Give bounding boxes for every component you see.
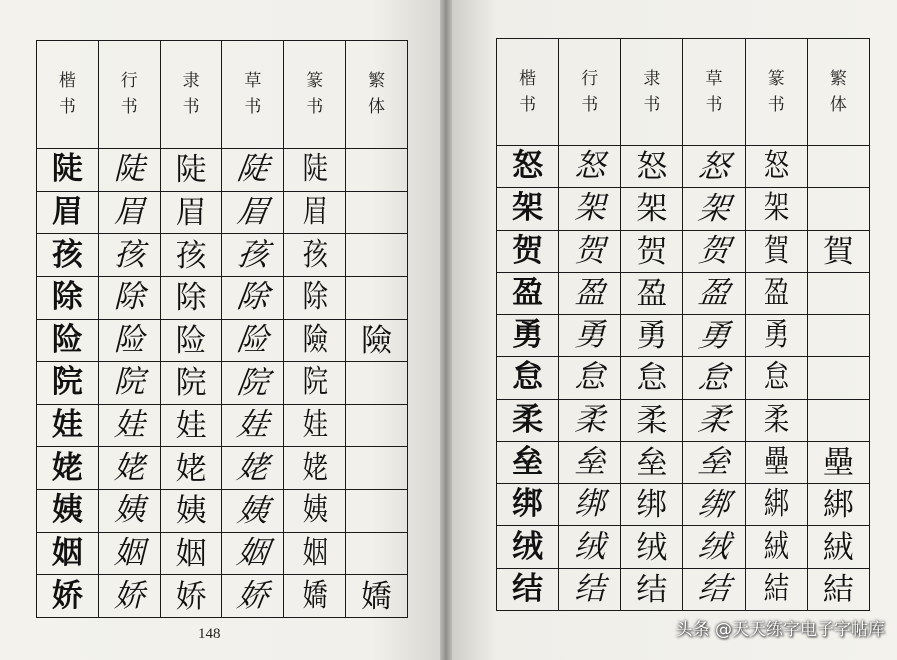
header-zhuanshu: 篆 书 xyxy=(284,41,346,149)
fanti-cell: 結 xyxy=(807,568,869,610)
lishu-cell: 绒 xyxy=(621,526,683,568)
lishu-cell: 院 xyxy=(160,362,222,405)
right-calligraphy-table xyxy=(496,38,870,611)
character-row xyxy=(37,490,408,533)
lishu-cell: 险 xyxy=(160,319,222,362)
lishu-cell: 盈 xyxy=(621,272,683,314)
zhuanshu-cell: 盈 xyxy=(751,272,802,314)
fanti-cell xyxy=(807,188,869,230)
zhuanshu-cell: 姻 xyxy=(289,532,340,575)
xingshu-cell: 架 xyxy=(559,188,621,230)
zhuanshu-cell: 柔 xyxy=(751,399,802,441)
zhuanshu-cell: 嬌 xyxy=(289,575,340,618)
caoshu-cell: 除 xyxy=(219,276,287,319)
zhuanshu-cell: 結 xyxy=(751,568,802,610)
character-row xyxy=(37,191,408,234)
fanti-cell: 壘 xyxy=(807,441,869,483)
xingshu-cell: 怒 xyxy=(559,146,621,188)
header-zhuanshu: 篆 书 xyxy=(745,39,807,146)
character-row xyxy=(497,526,870,568)
character-row xyxy=(37,234,408,277)
fanti-cell: 嬌 xyxy=(346,575,408,618)
caoshu-cell: 垒 xyxy=(680,441,748,483)
kaishu-cell: 架 xyxy=(497,188,559,230)
caoshu-cell: 贺 xyxy=(680,230,748,272)
character-row xyxy=(37,319,408,362)
kaishu-cell: 垒 xyxy=(497,441,559,483)
zhuanshu-cell: 綁 xyxy=(751,484,802,526)
caoshu-cell: 险 xyxy=(219,319,287,362)
lishu-cell: 姻 xyxy=(160,532,222,575)
lishu-cell: 贺 xyxy=(621,230,683,272)
fanti-cell xyxy=(807,357,869,399)
kaishu-cell: 姻 xyxy=(37,532,99,575)
character-row xyxy=(37,447,408,490)
lishu-cell: 怒 xyxy=(621,146,683,188)
character-row xyxy=(497,315,870,357)
header-lishu: 隶 书 xyxy=(621,39,683,146)
caoshu-cell: 姥 xyxy=(219,447,287,490)
zhuanshu-cell: 壘 xyxy=(751,441,802,483)
caoshu-cell: 姻 xyxy=(219,532,287,575)
fanti-cell xyxy=(346,191,408,234)
kaishu-cell: 盈 xyxy=(497,272,559,314)
lishu-cell: 陡 xyxy=(160,148,222,191)
xingshu-cell: 姻 xyxy=(98,532,160,575)
zhuanshu-cell: 除 xyxy=(289,276,340,319)
xingshu-cell: 险 xyxy=(98,319,160,362)
zhuanshu-cell: 陡 xyxy=(289,148,340,191)
kaishu-cell: 娃 xyxy=(37,404,99,447)
kaishu-cell: 眉 xyxy=(37,191,99,234)
fanti-cell xyxy=(346,276,408,319)
lishu-cell: 孩 xyxy=(160,234,222,277)
character-row xyxy=(497,568,870,610)
header-row xyxy=(37,41,408,149)
fanti-cell xyxy=(346,362,408,405)
kaishu-cell: 陡 xyxy=(37,148,99,191)
xingshu-cell: 勇 xyxy=(559,315,621,357)
character-row xyxy=(497,230,870,272)
kaishu-cell: 怠 xyxy=(497,357,559,399)
character-row xyxy=(37,276,408,319)
zhuanshu-cell: 怒 xyxy=(751,146,802,188)
kaishu-cell: 娇 xyxy=(37,575,99,618)
character-row xyxy=(497,357,870,399)
zhuanshu-cell: 賀 xyxy=(751,230,802,272)
zhuanshu-cell: 架 xyxy=(751,188,802,230)
character-row xyxy=(497,272,870,314)
header-fanti: 繁 体 xyxy=(807,39,869,146)
kaishu-cell: 姨 xyxy=(37,490,99,533)
kaishu-cell: 险 xyxy=(37,319,99,362)
caoshu-cell: 陡 xyxy=(219,148,287,191)
kaishu-cell: 结 xyxy=(497,568,559,610)
fanti-cell xyxy=(346,234,408,277)
caoshu-cell: 眉 xyxy=(219,191,287,234)
zhuanshu-cell: 勇 xyxy=(751,315,802,357)
zhuanshu-cell: 絨 xyxy=(751,526,802,568)
page-number: 148 xyxy=(198,626,221,642)
fanti-cell xyxy=(346,148,408,191)
kaishu-cell: 姥 xyxy=(37,447,99,490)
xingshu-cell: 贺 xyxy=(559,230,621,272)
caoshu-cell: 姨 xyxy=(219,490,287,533)
fanti-cell xyxy=(346,490,408,533)
caoshu-cell: 孩 xyxy=(219,234,287,277)
caoshu-cell: 盈 xyxy=(680,272,748,314)
character-row xyxy=(497,441,870,483)
header-caoshu: 草 书 xyxy=(683,39,745,146)
fanti-cell xyxy=(807,146,869,188)
caoshu-cell: 架 xyxy=(680,188,748,230)
fanti-cell xyxy=(807,315,869,357)
kaishu-cell: 院 xyxy=(37,362,99,405)
xingshu-cell: 院 xyxy=(98,362,160,405)
fanti-cell: 綁 xyxy=(807,484,869,526)
xingshu-cell: 盈 xyxy=(559,272,621,314)
xingshu-cell: 除 xyxy=(98,276,160,319)
lishu-cell: 娇 xyxy=(160,575,222,618)
xingshu-cell: 娇 xyxy=(98,575,160,618)
xingshu-cell: 姥 xyxy=(98,447,160,490)
header-xingshu: 行 书 xyxy=(98,41,160,149)
caoshu-cell: 结 xyxy=(680,568,748,610)
fanti-cell xyxy=(807,272,869,314)
zhuanshu-cell: 險 xyxy=(289,319,340,362)
kaishu-cell: 绑 xyxy=(497,484,559,526)
lishu-cell: 娃 xyxy=(160,404,222,447)
zhuanshu-cell: 眉 xyxy=(289,191,340,234)
xingshu-cell: 陡 xyxy=(98,148,160,191)
caoshu-cell: 娃 xyxy=(219,404,287,447)
xingshu-cell: 柔 xyxy=(559,399,621,441)
zhuanshu-cell: 姨 xyxy=(289,490,340,533)
lishu-cell: 姨 xyxy=(160,490,222,533)
character-row xyxy=(37,148,408,191)
character-row xyxy=(37,404,408,447)
kaishu-cell: 除 xyxy=(37,276,99,319)
character-row xyxy=(37,362,408,405)
lishu-cell: 眉 xyxy=(160,191,222,234)
kaishu-cell: 绒 xyxy=(497,526,559,568)
caoshu-cell: 柔 xyxy=(680,399,748,441)
character-row xyxy=(497,399,870,441)
kaishu-cell: 怒 xyxy=(497,146,559,188)
left-calligraphy-table xyxy=(36,40,408,618)
header-kaishu: 楷 书 xyxy=(37,41,99,149)
caoshu-cell: 院 xyxy=(219,362,287,405)
caoshu-cell: 绑 xyxy=(680,484,748,526)
lishu-cell: 勇 xyxy=(621,315,683,357)
right-table-body xyxy=(497,146,870,611)
header-fanti: 繁 体 xyxy=(346,41,408,149)
fanti-cell: 絨 xyxy=(807,526,869,568)
header-kaishu: 楷 书 xyxy=(497,39,559,146)
fanti-cell xyxy=(346,447,408,490)
lishu-cell: 姥 xyxy=(160,447,222,490)
lishu-cell: 绑 xyxy=(621,484,683,526)
kaishu-cell: 贺 xyxy=(497,230,559,272)
xingshu-cell: 绑 xyxy=(559,484,621,526)
zhuanshu-cell: 孩 xyxy=(289,234,340,277)
character-row xyxy=(497,188,870,230)
lishu-cell: 架 xyxy=(621,188,683,230)
character-row xyxy=(497,484,870,526)
zhuanshu-cell: 怠 xyxy=(751,357,802,399)
xingshu-cell: 垒 xyxy=(559,441,621,483)
fanti-cell: 賀 xyxy=(807,230,869,272)
kaishu-cell: 勇 xyxy=(497,315,559,357)
fanti-cell: 險 xyxy=(346,319,408,362)
lishu-cell: 柔 xyxy=(621,399,683,441)
caoshu-cell: 怠 xyxy=(680,357,748,399)
caoshu-cell: 勇 xyxy=(680,315,748,357)
character-row xyxy=(37,532,408,575)
left-table-body xyxy=(37,148,408,617)
header-row xyxy=(497,39,870,146)
caoshu-cell: 绒 xyxy=(680,526,748,568)
zhuanshu-cell: 院 xyxy=(289,362,340,405)
xingshu-cell: 结 xyxy=(559,568,621,610)
lishu-cell: 除 xyxy=(160,276,222,319)
fanti-cell xyxy=(346,404,408,447)
kaishu-cell: 孩 xyxy=(37,234,99,277)
character-row xyxy=(497,146,870,188)
xingshu-cell: 姨 xyxy=(98,490,160,533)
xingshu-cell: 孩 xyxy=(98,234,160,277)
caoshu-cell: 怒 xyxy=(680,146,748,188)
xingshu-cell: 娃 xyxy=(98,404,160,447)
character-row xyxy=(37,575,408,618)
lishu-cell: 结 xyxy=(621,568,683,610)
header-lishu: 隶 书 xyxy=(160,41,222,149)
lishu-cell: 垒 xyxy=(621,441,683,483)
fanti-cell xyxy=(346,532,408,575)
fanti-cell xyxy=(807,399,869,441)
header-xingshu: 行 书 xyxy=(559,39,621,146)
xingshu-cell: 绒 xyxy=(559,526,621,568)
watermark-text: 头条 @天天练字电子字帖库 xyxy=(675,620,885,640)
xingshu-cell: 怠 xyxy=(559,357,621,399)
header-caoshu: 草 书 xyxy=(222,41,284,149)
xingshu-cell: 眉 xyxy=(98,191,160,234)
caoshu-cell: 娇 xyxy=(219,575,287,618)
book-gutter xyxy=(440,0,452,660)
zhuanshu-cell: 姥 xyxy=(289,447,340,490)
zhuanshu-cell: 娃 xyxy=(289,404,340,447)
kaishu-cell: 柔 xyxy=(497,399,559,441)
lishu-cell: 怠 xyxy=(621,357,683,399)
